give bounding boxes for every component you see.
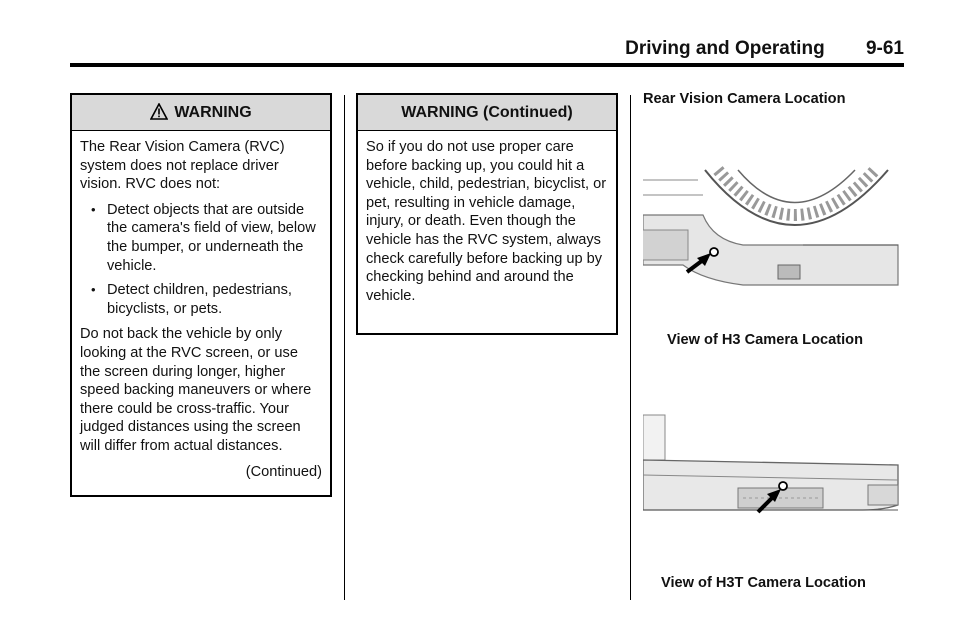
warning-triangle-icon [150, 98, 168, 133]
warning-continued-paragraph: So if you do not use proper care before backing up, you could hit a vehicle, child, pedestrian, bicyclist, or pet, resulting in vehicle damage, injury, or death. Even though the vehicle has the RVC system, always check carefully before backing up by checking behind and around the vehicle. [366, 139, 607, 304]
figure-caption: View of H3T Camera Location [661, 575, 866, 591]
header-rule [70, 63, 904, 67]
warning-body [72, 131, 330, 487]
page-number: 9-61 [865, 38, 904, 59]
bullet-icon: • [91, 282, 96, 298]
warning-intro: The Rear Vision Camera (RVC) system does not replace driver vision. RVC does not: [80, 139, 285, 193]
warning-continued-body [358, 131, 616, 318]
h3-camera-illustration [643, 160, 903, 295]
figure-caption: View of H3 Camera Location [667, 332, 863, 348]
bullet-icon: • [91, 201, 96, 217]
page-header [625, 38, 904, 60]
column-divider [630, 95, 631, 600]
warning-bullets [80, 201, 322, 319]
warning-paragraph: Do not back the vehicle by only looking at the RVC screen, or use the screen during longer, higher speed backing maneuvers or where there could be cross-traffic. Your judged distances using the screen will differ from actual distances. [80, 326, 312, 454]
warning-continued-box [356, 93, 618, 335]
warning-heading [72, 95, 330, 131]
list-item: • Detect objects that are outside the camera's field of view, below the bumper, or underneath the vehicle. [91, 201, 316, 274]
warning-box [70, 93, 332, 497]
warning-title: WARNING [174, 104, 252, 121]
h3t-camera-illustration [643, 410, 903, 525]
column-divider [344, 95, 345, 600]
section-title: Driving and Operating [625, 38, 825, 59]
section-heading: Rear Vision Camera Location [643, 91, 846, 107]
list-item: • Detect children, pedestrians, bicyclists, or pets. [91, 282, 292, 317]
warning-continued-heading: WARNING (Continued) [358, 95, 616, 131]
continued-label: (Continued) [245, 463, 322, 480]
